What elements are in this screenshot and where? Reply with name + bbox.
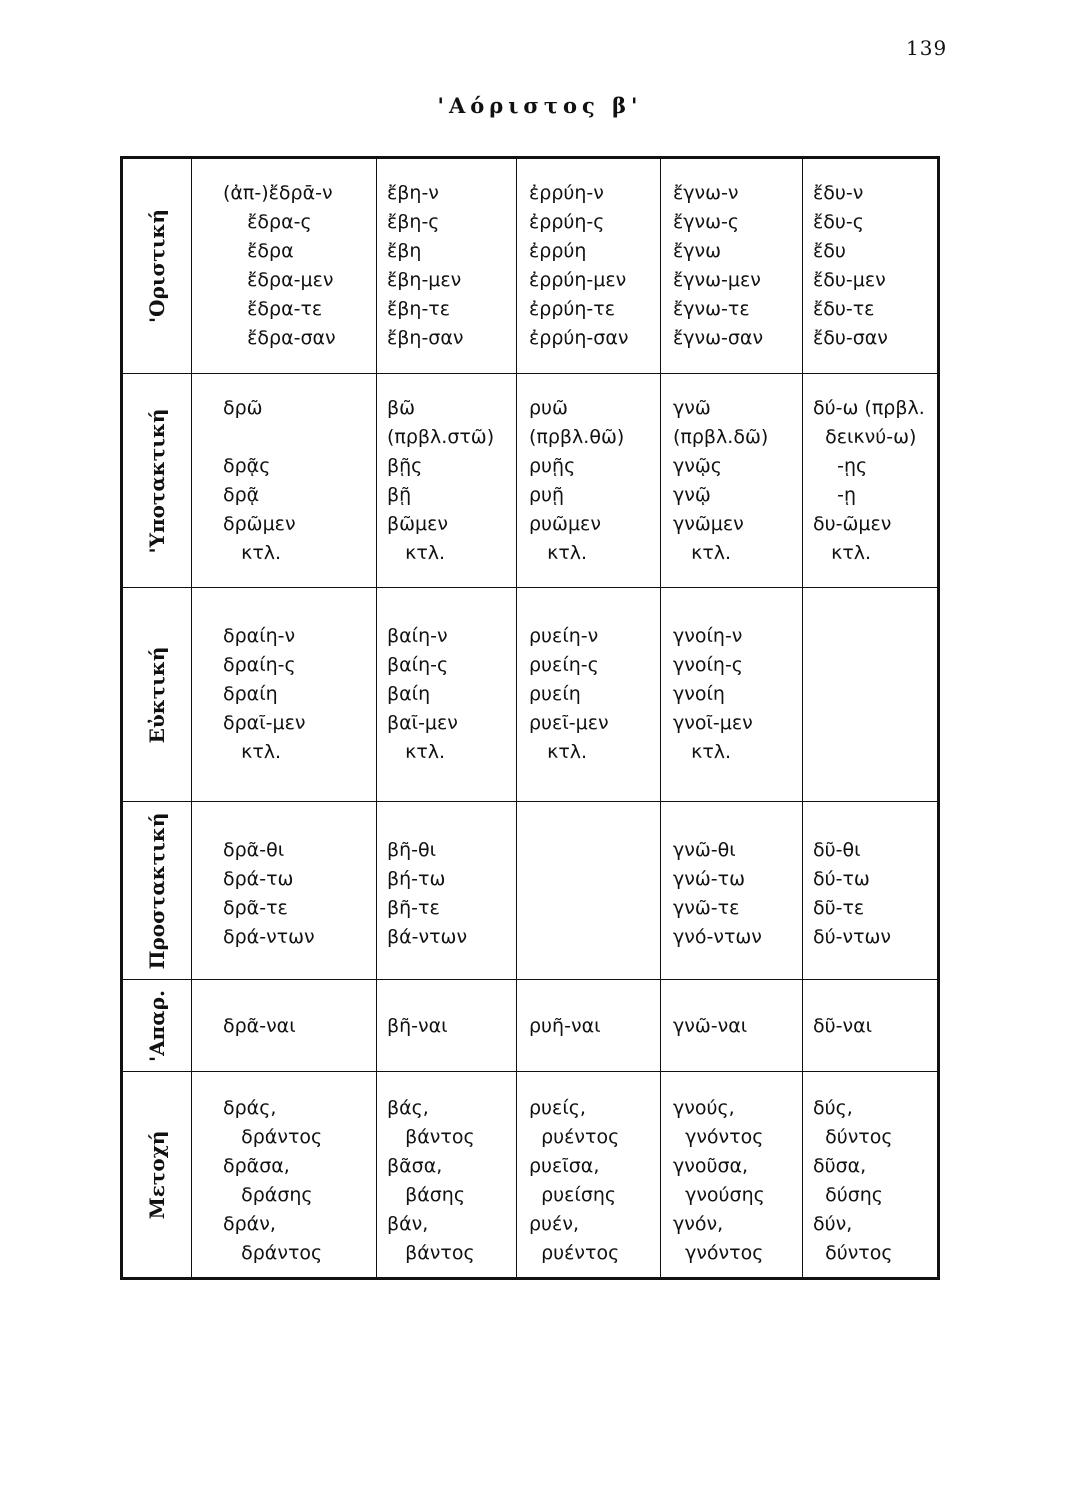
form-line: βῇ <box>387 484 412 506</box>
form-line: δύς, <box>813 1097 853 1119</box>
form-line: δῦ-ναι <box>813 1015 873 1037</box>
form-line: δύ-ντων <box>813 926 892 948</box>
form-cell <box>803 980 939 1071</box>
table-row <box>123 801 937 979</box>
form-line: ἔγνω-μεν <box>673 269 761 291</box>
form-line: ἔγνω-τε <box>673 298 750 320</box>
form-line: γνοίη <box>673 683 725 705</box>
form-line: δραίη-ς <box>223 654 296 676</box>
form-line: γνόν, <box>673 1213 724 1235</box>
form-line: βή-τω <box>387 868 446 890</box>
form-cell <box>193 588 377 801</box>
form-line: βῶμεν <box>387 513 449 535</box>
form-line: ρυέντος <box>529 1126 620 1148</box>
form-line: ἐρρύη-σαν <box>529 327 629 349</box>
table-row <box>123 159 937 373</box>
form-line: ἔδρα-ς <box>223 211 312 233</box>
form-line: βά-ντων <box>387 926 468 948</box>
form-cell <box>517 588 661 801</box>
form-line: γνῶ-θι <box>673 839 736 861</box>
form-line: δρᾷς <box>223 455 271 477</box>
form-line: γνῶ <box>673 397 711 419</box>
form-line: βάντος <box>387 1242 475 1264</box>
page-number: 139 <box>906 36 948 60</box>
form-line: δρά-τω <box>223 868 294 890</box>
form-line: δράσης <box>223 1184 313 1206</box>
mood-label: Προστακτική <box>145 812 169 969</box>
form-line: ρυῆ-ναι <box>529 1015 601 1037</box>
mood-label: Εὐκτική <box>145 646 169 743</box>
form-line: ρυῶ <box>529 397 568 419</box>
form-line: (πρβλ.θῶ) <box>529 426 625 448</box>
form-cell <box>517 1072 661 1277</box>
mood-label: Μετοχή <box>145 1130 169 1219</box>
mood-cell <box>123 374 192 587</box>
form-line: δύντος <box>813 1126 893 1148</box>
form-line: βαίη <box>387 683 431 705</box>
form-line: ἔδρα <box>223 240 294 262</box>
form-line: δεικνύ-ω) <box>813 426 917 448</box>
form-cell <box>661 374 803 587</box>
form-line: (πρβλ.δῶ) <box>673 426 769 448</box>
form-line: ἔδρα-μεν <box>223 269 334 291</box>
form-line: κτλ. <box>387 542 446 564</box>
form-line: δράντος <box>223 1126 323 1148</box>
form-cell <box>803 588 939 801</box>
form-line: γνοῖ-μεν <box>673 712 753 734</box>
form-line: ἔδρα-τε <box>223 298 323 320</box>
form-cell <box>661 802 803 979</box>
form-line: ρυείη <box>529 683 581 705</box>
form-cell <box>661 1072 803 1277</box>
form-line: ρυῇς <box>529 455 576 477</box>
form-line: ρυείη-ς <box>529 654 599 676</box>
form-line: ἔβη <box>387 240 422 262</box>
form-line: ἐρρύη-μεν <box>529 269 627 291</box>
form-line: δρᾶ-θι <box>223 839 285 861</box>
form-line: ρυείς, <box>529 1097 586 1119</box>
form-line: ἐρρύη-τε <box>529 298 615 320</box>
form-line: γνόντος <box>673 1126 764 1148</box>
form-line: (πρβλ.στῶ) <box>387 426 495 448</box>
form-line: βῆ-θι <box>387 839 437 861</box>
form-line: ἔδυ-τε <box>813 298 875 320</box>
form-line: γνῷ <box>673 484 711 506</box>
form-line: κτλ. <box>223 741 282 763</box>
form-cell <box>803 1072 939 1277</box>
form-line: κτλ. <box>223 542 282 564</box>
form-line: ἐρρύη <box>529 240 587 262</box>
form-line: δράν, <box>223 1213 276 1235</box>
form-line: ἔβη-ς <box>387 211 440 233</box>
form-line: δύν, <box>813 1213 853 1235</box>
form-line: ἔγνω-ν <box>673 182 739 204</box>
mood-cell <box>123 980 192 1071</box>
form-line: κτλ. <box>387 741 446 763</box>
form-cell <box>377 980 517 1071</box>
form-line: ἔδυ-μεν <box>813 269 886 291</box>
mood-cell <box>123 588 192 801</box>
form-line: ἔδρα-σαν <box>223 327 336 349</box>
form-cell <box>661 980 803 1071</box>
table-row <box>123 979 937 1071</box>
form-cell <box>377 159 517 373</box>
mood-label: 'Οριστική <box>145 209 169 323</box>
form-cell <box>377 1072 517 1277</box>
form-line: ἔβη-μεν <box>387 269 462 291</box>
form-cell <box>193 802 377 979</box>
form-line: δρᾶ-ναι <box>223 1015 296 1037</box>
form-line: γνῶμεν <box>673 513 744 535</box>
table-row <box>123 1071 937 1277</box>
form-line: γνοίη-ς <box>673 654 743 676</box>
form-cell <box>517 374 661 587</box>
form-line: γνοίη-ν <box>673 625 743 647</box>
form-line: ἔδυ-ς <box>813 211 864 233</box>
form-line: ἔδυ <box>813 240 846 262</box>
form-line: βάντος <box>387 1126 475 1148</box>
form-line: κτλ. <box>673 741 732 763</box>
form-line: δῦ-θι <box>813 839 861 861</box>
form-line: γνῷς <box>673 455 722 477</box>
form-line: ἔβη-ν <box>387 182 439 204</box>
form-line: ρυῇ <box>529 484 565 506</box>
table-row <box>123 587 937 801</box>
form-line: δρά-ντων <box>223 926 315 948</box>
form-cell <box>517 802 661 979</box>
form-line: ρυεῖ-μεν <box>529 712 609 734</box>
form-line: ἐρρύη-ν <box>529 182 604 204</box>
form-line: -ῃς <box>813 455 868 477</box>
form-line: γνώ-τω <box>673 868 745 890</box>
form-cell <box>377 802 517 979</box>
mood-cell <box>123 1072 192 1277</box>
form-line: κτλ. <box>529 741 588 763</box>
form-line: δράντος <box>223 1242 323 1264</box>
form-line: ἔβη-σαν <box>387 327 464 349</box>
form-line: δραίη <box>223 683 278 705</box>
form-line: βῆ-ναι <box>387 1015 448 1037</box>
form-cell <box>193 374 377 587</box>
form-cell <box>661 588 803 801</box>
form-line: γνῶ-τε <box>673 897 740 919</box>
form-line: βᾶσα, <box>387 1155 443 1177</box>
form-line: βάσης <box>387 1184 466 1206</box>
form-line: δρᾷ <box>223 484 260 506</box>
form-line: ρυείσης <box>529 1184 617 1206</box>
form-line <box>223 423 376 452</box>
form-line: ρυεῖσα, <box>529 1155 600 1177</box>
mood-label: 'Απαρ. <box>145 989 169 1062</box>
form-line: ρυέν, <box>529 1213 579 1235</box>
form-line: βάς, <box>387 1097 429 1119</box>
form-line: δύ-τω <box>813 868 870 890</box>
table-row <box>123 373 937 587</box>
form-cell <box>803 374 939 587</box>
form-cell <box>803 802 939 979</box>
form-line: ρυείη-ν <box>529 625 599 647</box>
form-line: γνούς, <box>673 1097 735 1119</box>
form-cell <box>193 980 377 1071</box>
form-line: γνῶ-ναι <box>673 1015 748 1037</box>
form-line: δύντος <box>813 1242 893 1264</box>
form-line: δραίη-ν <box>223 625 296 647</box>
form-line: δρῶ <box>223 397 263 419</box>
form-line: ἐρρύη-ς <box>529 211 605 233</box>
form-cell <box>517 159 661 373</box>
form-cell <box>193 1072 377 1277</box>
mood-cell <box>123 802 192 979</box>
form-line: βαίη-ν <box>387 625 448 647</box>
form-line: δρῶμεν <box>223 513 296 535</box>
form-line: ρυῶμεν <box>529 513 601 535</box>
mood-label: 'Υποτακτική <box>145 408 169 553</box>
form-line: δρᾶ-τε <box>223 897 288 919</box>
form-line: βῶ <box>387 397 416 419</box>
form-cell <box>193 159 377 373</box>
form-cell <box>517 980 661 1071</box>
form-line: δραῖ-μεν <box>223 712 306 734</box>
form-line: γνοῦσα, <box>673 1155 749 1177</box>
form-line: βάν, <box>387 1213 429 1235</box>
form-line: κτλ. <box>673 542 732 564</box>
form-line: βῆ-τε <box>387 897 440 919</box>
form-line: βῇς <box>387 455 423 477</box>
form-line: βαῖ-μεν <box>387 712 458 734</box>
form-line: δυ-ῶμεν <box>813 513 892 535</box>
form-line: ἔδυ-σαν <box>813 327 888 349</box>
form-cell <box>661 159 803 373</box>
form-cell <box>803 159 939 373</box>
form-line: δύσης <box>813 1184 883 1206</box>
form-line: -ῃ <box>813 484 857 506</box>
form-line: ἔβη-τε <box>387 298 451 320</box>
form-cell <box>377 588 517 801</box>
form-line: ἔγνω-ς <box>673 211 740 233</box>
form-line: δῦσα, <box>813 1155 867 1177</box>
form-line: δράς, <box>223 1097 277 1119</box>
form-line: ἔγνω <box>673 240 722 262</box>
form-line: βαίη-ς <box>387 654 449 676</box>
form-line: (ἀπ-)ἔδρᾱ-ν <box>223 182 333 204</box>
mood-cell <box>123 159 192 373</box>
form-line: γνούσης <box>673 1184 765 1206</box>
form-line: ἔδυ-ν <box>813 182 864 204</box>
conjugation-table <box>120 156 940 1280</box>
form-line: ρυέντος <box>529 1242 620 1264</box>
form-line: δρᾶσα, <box>223 1155 290 1177</box>
form-line: δύ-ω (πρβλ. <box>813 397 925 419</box>
form-line: γνό-ντων <box>673 926 762 948</box>
form-line: κτλ. <box>813 542 872 564</box>
page-title: 'Αόριστος β' <box>437 93 643 118</box>
form-cell <box>377 374 517 587</box>
form-line: ἔγνω-σαν <box>673 327 764 349</box>
form-line: γνόντος <box>673 1242 764 1264</box>
form-line: κτλ. <box>529 542 588 564</box>
form-line: δῦ-τε <box>813 897 865 919</box>
